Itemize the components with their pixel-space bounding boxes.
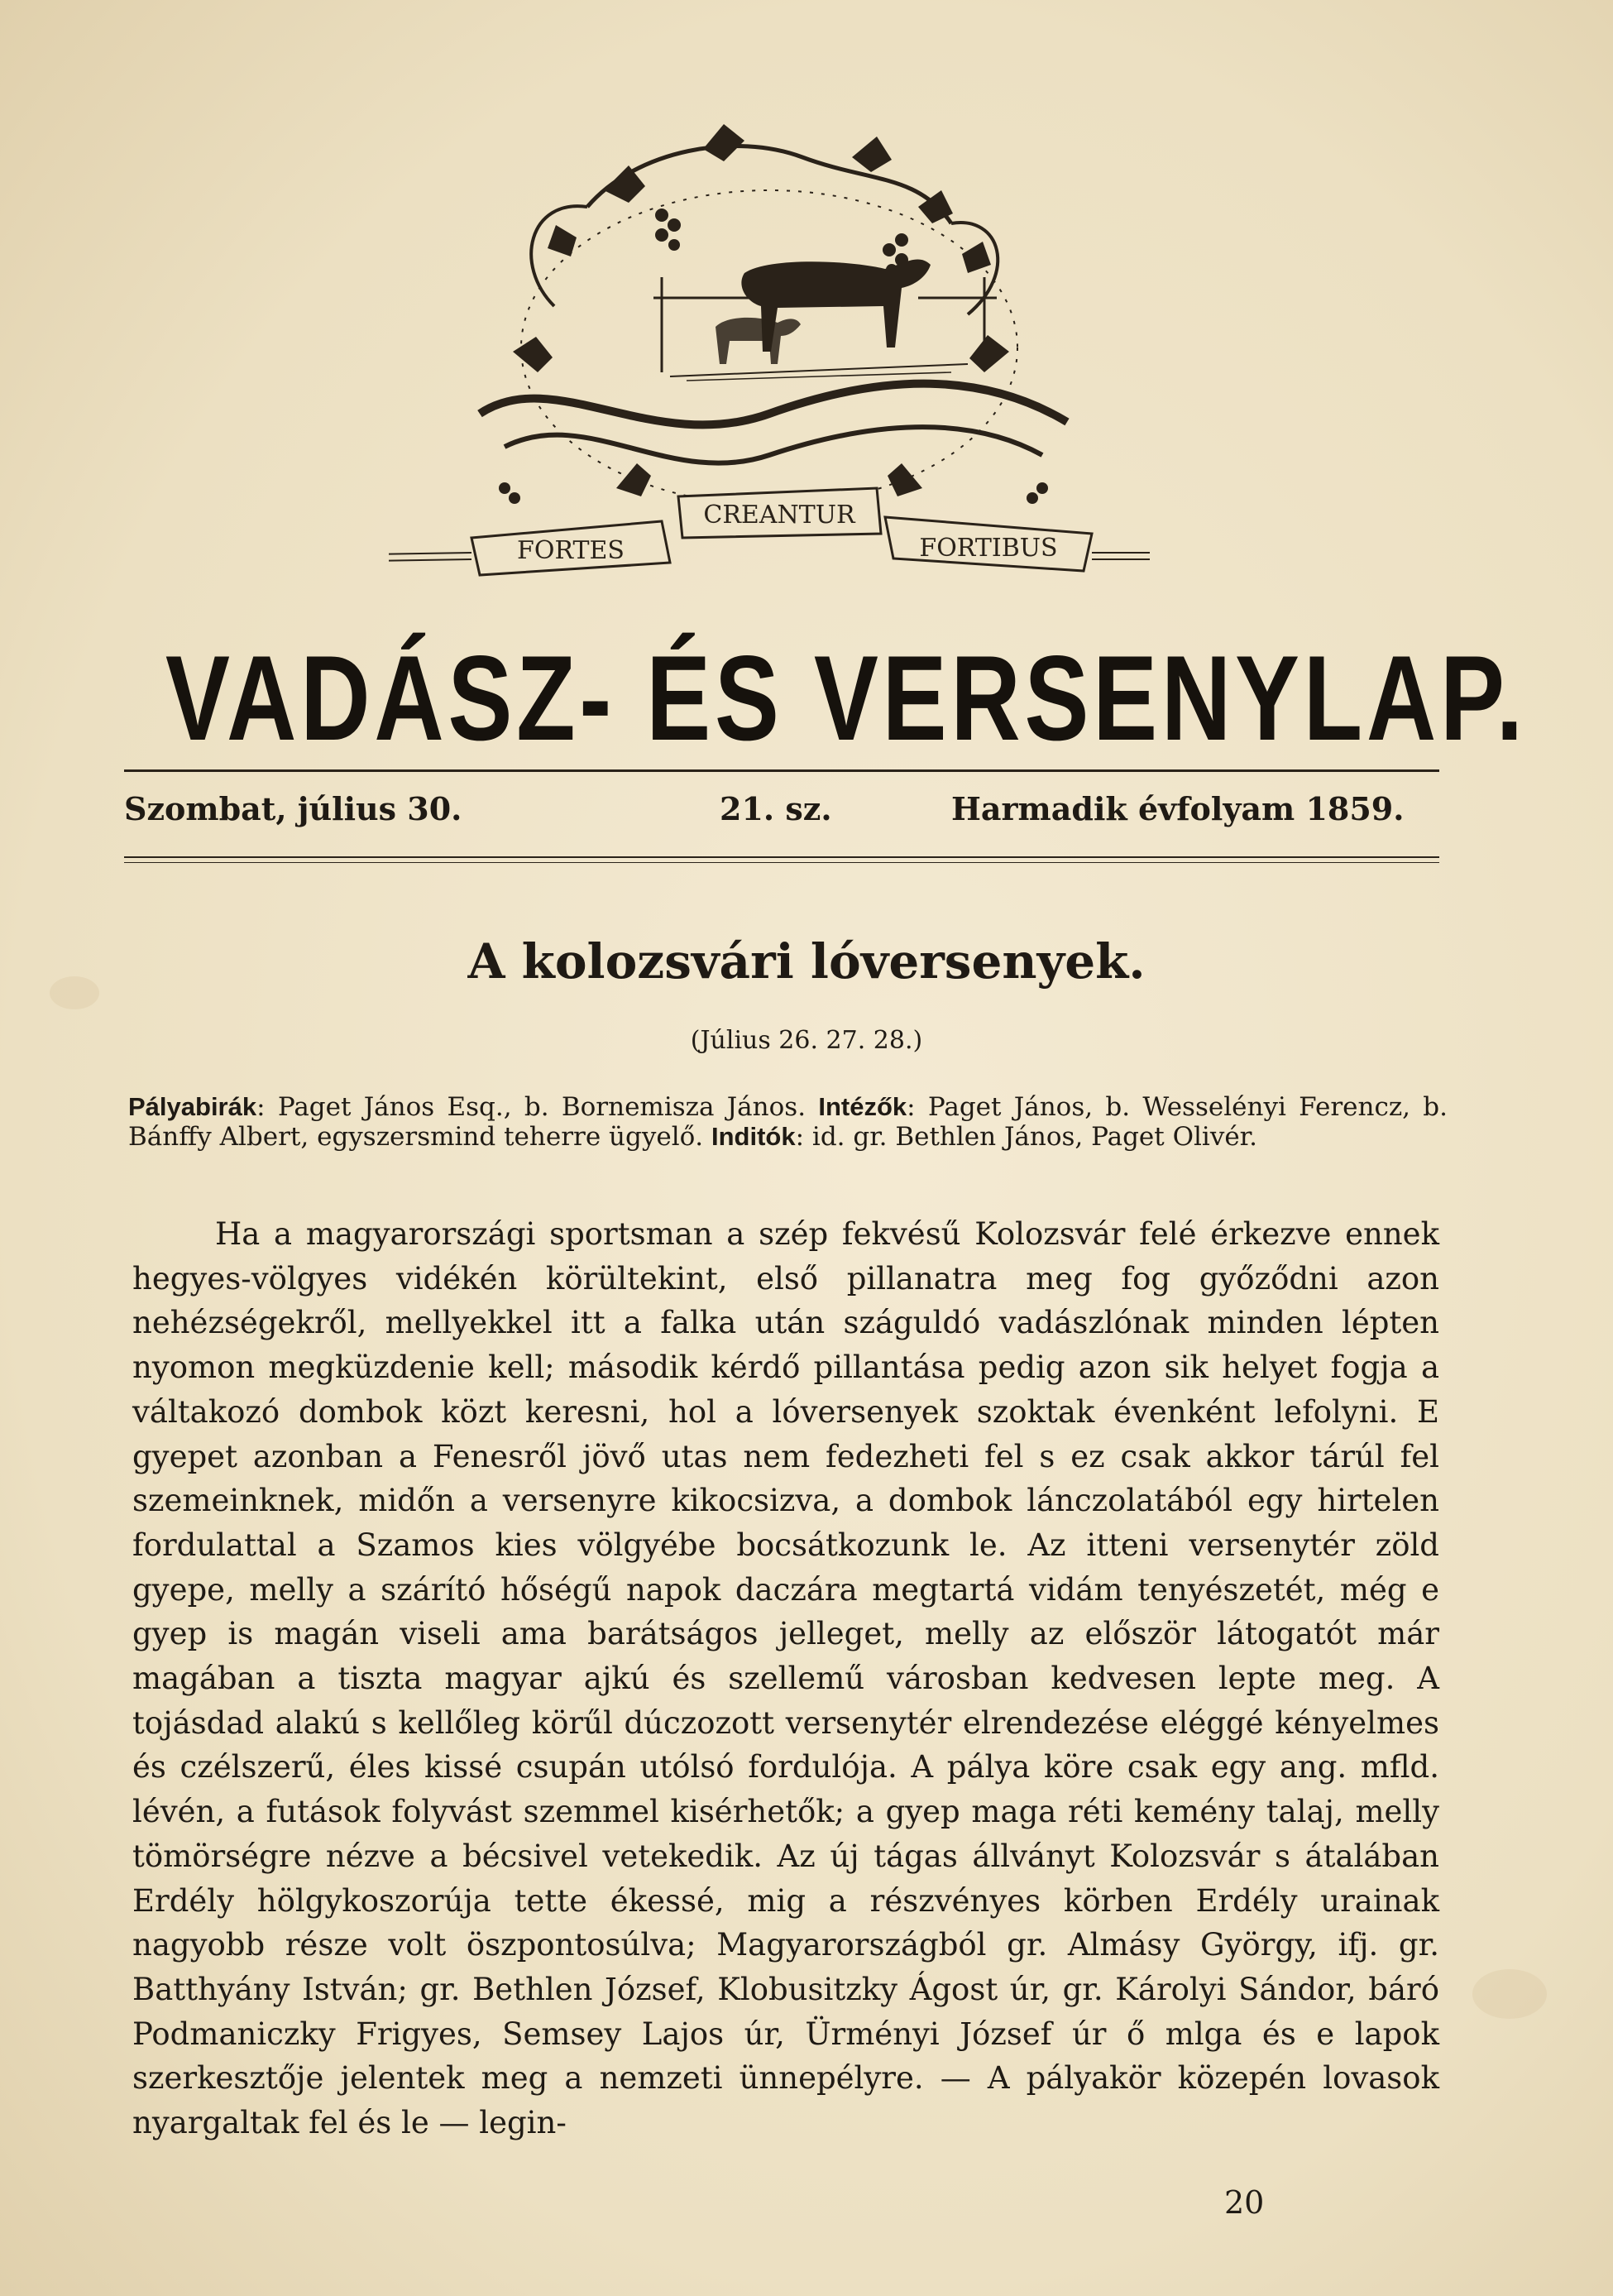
issue-date: Szombat, július 30. [124, 790, 462, 827]
article-title: A kolozsvári lóversenyek. [467, 933, 1146, 990]
issue-info-line [124, 790, 1431, 840]
issue-volume: Harmadik évfolyam 1859. [951, 790, 1405, 827]
article-dates: (Július 26. 27. 28.) [690, 1026, 923, 1055]
divider-rule [124, 856, 1439, 858]
officials-starters: : id. gr. Bethlen János, Paget Olivér. [795, 1122, 1257, 1152]
banner-word-fortibus: FORTIBUS [919, 534, 1058, 563]
article-body [132, 1212, 1439, 2145]
race-officials [128, 1092, 1448, 1152]
masthead-title: VADÁSZ- ÉS VERSENYLAP. [165, 630, 1527, 765]
page-number: 20 [1224, 2184, 1265, 2221]
banner-word-fortes: FORTES [517, 536, 625, 565]
officials-judges: : Paget János Esq., b. Bornemisza János. [256, 1092, 806, 1122]
issue-number: 21. sz. [720, 790, 832, 827]
masthead-vignette-illustration [389, 99, 1150, 621]
officials-label-judges: Pályabirák [128, 1092, 257, 1121]
officials-stewards: : Paget János, b. Wesselényi Ferencz, b. Bánffy Albert, egyszersmind teherre ügyelő. [128, 1092, 1448, 1152]
officials-label-stewards: Intézők [818, 1092, 907, 1121]
divider-rule [124, 769, 1439, 772]
officials-label-starters: Inditók [711, 1122, 796, 1151]
article-paragraph: Ha a magyarországi sportsman a szép fekvésű Kolozsvár felé érkezve ennek hegyes-völgyes vidékén körültekint, első pillanatra meg fog győződni azon nehézségekről, mellyekkel itt a falka után száguldó vadászlónak minden lépten nyomon megküzdenie kell; második kérdő pillantása pedig azon sik helyet fogja a váltakozó dombok közt keresni, hol a lóversenyek szoktak évenként lefolyni. E gyepet azonban a Fenesről jövő utas nem fedezheti fel s ez csak akkor tárúl fel szemeinknek, midőn a versenyre kikocsizva, a dombok lánczolatából egy hirtelen fordulattal a Szamos kies völgyébe bocsátkozunk le. Az itteni versenytér zöld gyepe, melly a szárító hőségű napok daczára megtartá vidám tenyészetét, még e gyep is magán viseli ama barátságos jelleget, melly az először látogatót már magában a tiszta magyar ajkú és szellemű városban kedvesen lepte meg. A tojásdad alakú s kellőleg körűl dúczozott versenytér elrendezése eléggé kényelmes és czélszerű, éles kissé csupán utólsó fordulója. A pálya köre csak egy ang. mfld. lévén, a futások folyvást szemmel kisérhetők; a gyep maga réti kemény talaj, melly tömörségre nézve a bécsivel vetekedik. Az új tágas állványt Kolozsvár s átalában Erdély hölgykoszorúja tette ékessé, mig a részvényes körben Erdély urainak nagyobb része volt öszpontosúlva; Magyarországból gr. Almásy György, ifj. gr. Batthyány István; gr. Bethlen József, Klobusitzky Ágost úr, gr. Károlyi Sándor, báró Podmaniczky Frigyes, Semsey Lajos úr, Ürményi József úr ő mlga és e lapok szerkesztője jelentek meg a nemzeti ünnepélyre. — A pályakör közepén lovasok nyargaltak fel és le — legin- [132, 1216, 1439, 2141]
divider-rule [124, 862, 1439, 863]
banner-word-creantur: CREANTUR [703, 501, 855, 530]
paper-stain [1472, 1969, 1547, 2019]
